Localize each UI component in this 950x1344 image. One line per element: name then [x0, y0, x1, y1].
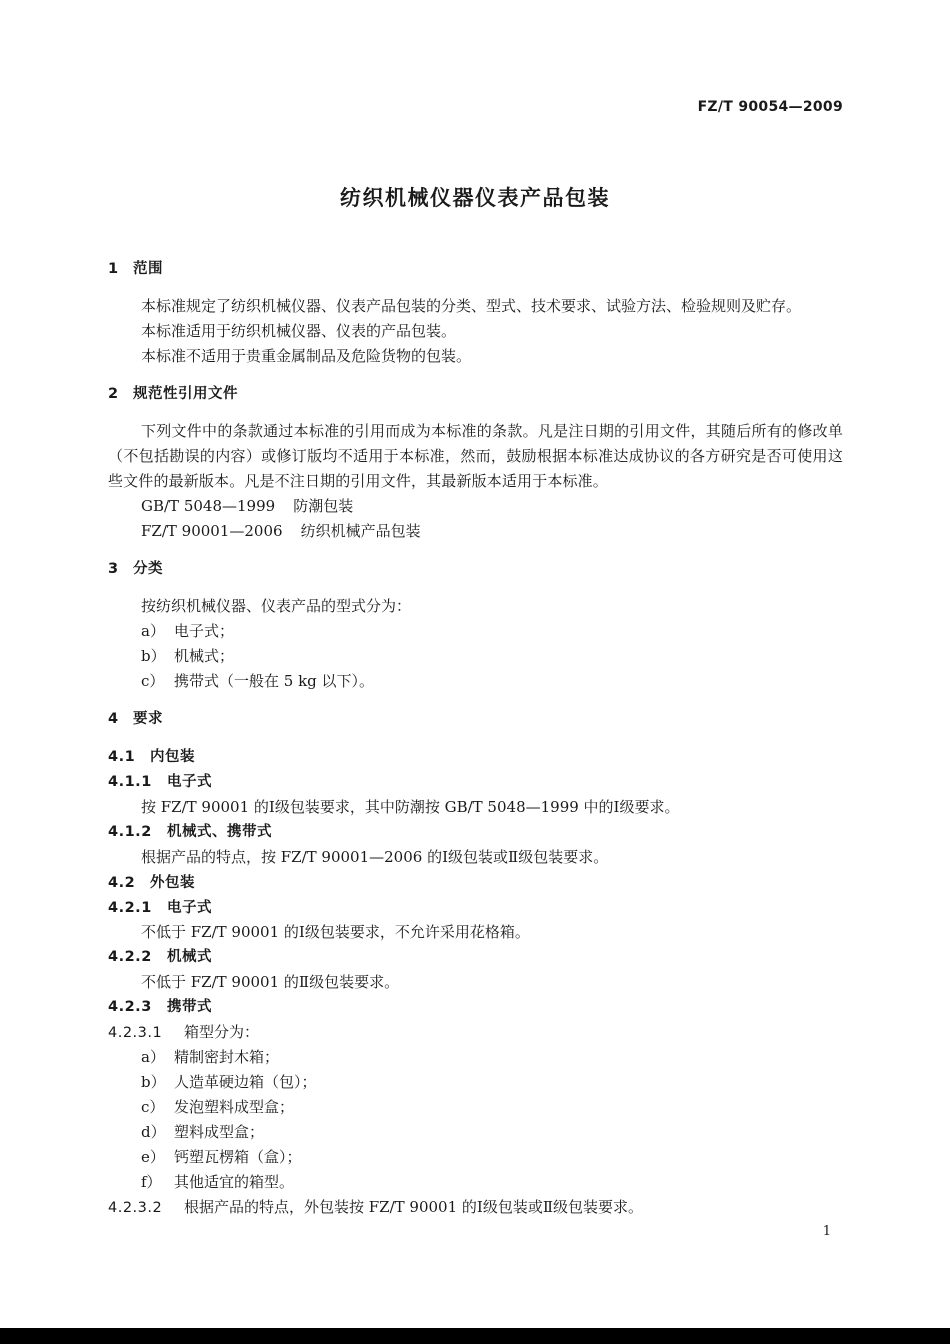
section-2-paragraph: 下列文件中的条款通过本标准的引用而成为本标准的条款。凡是注日期的引用文件，其随后所有的修改单（不包括勘误的内容）或修订版均不适用于本标准，然而，鼓励根据本标准达成协议的各方研究是否可使用这些文件的最新版本。凡是不注日期的引用文件，其最新版本适用于本标准。	[108, 422, 843, 490]
section-4-2-1-text: 不低于 FZ/T 90001 的Ⅰ级包装要求，不允许采用花格箱。	[141, 923, 530, 941]
section-4-number: 4	[108, 711, 119, 727]
section-1-number: 1	[108, 261, 119, 277]
section-3-intro: 按纺织机械仪器、仪表产品的型式分为：	[141, 597, 412, 615]
section-3-number: 3	[108, 561, 119, 577]
section-4-2-2-heading: 4.2.2 机械式	[108, 949, 212, 965]
section-1-line-1: 本标准规定了纺织机械仪器、仪表产品包装的分类、型式、技术要求、试验方法、检验规则及贮存。	[141, 297, 802, 315]
section-4-1-1-text: 按 FZ/T 90001 的Ⅰ级包装要求，其中防潮按 GB/T 5048—1999 中的Ⅰ级要求。	[141, 798, 680, 816]
reference-2-code: FZ/T 90001—2006	[141, 522, 283, 540]
section-4-2-2-text: 不低于 FZ/T 90001 的Ⅱ级包装要求。	[141, 973, 400, 991]
list-item: b） 机械式；	[141, 647, 235, 665]
standard-code: FZ/T 90054—2009	[697, 99, 843, 115]
reference-1	[141, 496, 353, 516]
bottom-border	[0, 1328, 950, 1344]
section-4-title: 要求	[133, 711, 163, 727]
section-4-1-2-text: 根据产品的特点，按 FZ/T 90001—2006 的Ⅰ级包装或Ⅱ级包装要求。	[141, 848, 609, 866]
section-1-line-3: 本标准不适用于贵重金属制品及危险货物的包装。	[141, 347, 472, 365]
section-2-title: 规范性引用文件	[133, 386, 238, 402]
section-4-heading	[108, 709, 163, 729]
section-2-heading	[108, 384, 238, 404]
section-1-heading	[108, 259, 163, 279]
section-3-heading	[108, 559, 163, 579]
section-4-2-heading: 4.2 外包装	[108, 875, 195, 891]
section-1-line-2: 本标准适用于纺织机械仪器、仪表的产品包装。	[141, 322, 457, 340]
section-1-title: 范围	[133, 261, 163, 277]
list-item: d） 塑料成型盒；	[141, 1123, 265, 1141]
reference-1-code: GB/T 5048—1999	[141, 497, 276, 515]
section-4-1-1-heading: 4.1.1 电子式	[108, 774, 212, 790]
document-title: 纺织机械仪器仪表产品包装	[340, 186, 610, 210]
page-number: 1	[822, 1224, 831, 1239]
list-item: a） 电子式；	[141, 622, 235, 640]
section-4-2-1-heading: 4.2.1 电子式	[108, 900, 212, 916]
section-4-1-2-heading: 4.1.2 机械式、携带式	[108, 824, 272, 840]
section-4-1-heading: 4.1 内包装	[108, 749, 195, 765]
reference-1-name: 防潮包装	[293, 497, 354, 515]
list-item: f） 其他适宜的箱型。	[141, 1173, 295, 1191]
list-item: a） 精制密封木箱；	[141, 1048, 280, 1066]
section-4-2-3-heading: 4.2.3 携带式	[108, 999, 212, 1015]
list-item: c） 发泡塑料成型盒；	[141, 1098, 295, 1116]
reference-2	[141, 521, 421, 541]
section-4-2-3-1: 4.2.3.1 箱型分为：	[108, 1023, 260, 1041]
list-item: b） 人造革硬边箱（包）；	[141, 1073, 317, 1091]
section-2-number: 2	[108, 386, 119, 402]
list-item: e） 钙塑瓦楞箱（盒）；	[141, 1148, 302, 1166]
section-4-2-3-2: 4.2.3.2 根据产品的特点，外包装按 FZ/T 90001 的Ⅰ级包装或Ⅱ级包装要求。	[108, 1198, 644, 1216]
section-3-title: 分类	[133, 561, 163, 577]
reference-2-name: 纺织机械产品包装	[300, 522, 421, 540]
list-item: c） 携带式（一般在 5 kg 以下）。	[141, 672, 375, 690]
